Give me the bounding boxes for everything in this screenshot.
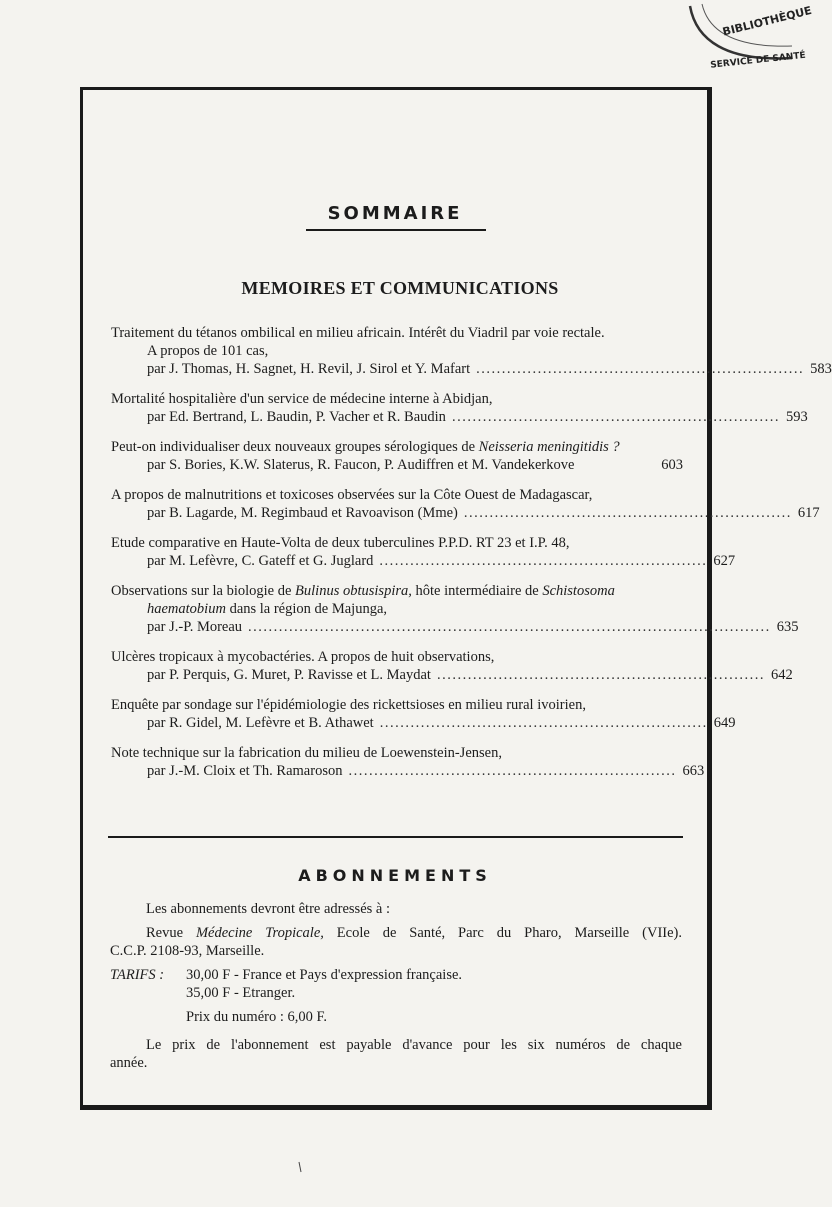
- toc-entry: [111, 534, 736, 570]
- dot-leader: ................................................................: [476, 361, 805, 377]
- dot-leader: ................................................................: [451, 409, 780, 425]
- entry-authors: par Ed. Bertrand, L. Baudin, P. Vacher et R. Baudin: [147, 409, 446, 425]
- toc-entry: [111, 390, 808, 426]
- entry-title: Observations sur la biologie de Bulinus obtusispira, hôte intermédiaire de Schistosoma: [111, 583, 615, 599]
- toc-entry: [111, 582, 799, 636]
- dot-leader: ................................................................: [463, 505, 792, 521]
- entry-title: Ulcères tropicaux à mycobactéries. A propos de huit observations,: [111, 649, 495, 665]
- entry-page: 617: [797, 505, 820, 521]
- toc-entry: [111, 648, 793, 684]
- payable-line-2: année.: [110, 1055, 148, 1071]
- entry-page: 663: [682, 763, 705, 779]
- entry-authors: par J.-M. Cloix et Th. Ramaroson: [147, 763, 343, 779]
- dot-leader: ................................................................: [379, 715, 708, 731]
- page-title: SOMMAIRE: [327, 203, 463, 224]
- dot-leader: ................................................................: [348, 763, 677, 779]
- dot-leader: ................................................................: [379, 553, 708, 569]
- toc-entry: [111, 438, 683, 474]
- tarif-line-1: TARIFS : 30,00 F - France et Pays d'expression française.: [110, 967, 463, 983]
- tarif-line-2: 35,00 F - Etranger.: [186, 985, 296, 1001]
- toc-entry: [111, 324, 832, 378]
- scan-mark: [298, 1162, 302, 1172]
- dot-leader: ......................................................................................................: [248, 619, 771, 635]
- entry-title-italic: Neisseria meningitidis ?: [478, 439, 620, 455]
- entry-authors: par S. Bories, K.W. Slaterus, R. Faucon, P. Audiffren et M. Vandekerkove: [147, 457, 575, 473]
- entry-authors: par B. Lagarde, M. Regimbaud et Ravoavison (Mme): [147, 505, 458, 521]
- entry-title-italic: Bulinus obtusispira,: [295, 583, 412, 599]
- entry-authors: par P. Perquis, G. Muret, P. Ravisse et L. Maydat: [147, 667, 431, 683]
- table-of-contents: [111, 324, 832, 792]
- entry-authors: par J.-P. Moreau: [147, 619, 243, 635]
- library-stamp: [686, 0, 814, 72]
- entry-authors: par J. Thomas, H. Sagnet, H. Revil, J. Sirol et Y. Mafart: [147, 361, 471, 377]
- entry-title: Traitement du tétanos ombilical en milieu africain. Intérêt du Viadril par voie rectale.: [111, 325, 605, 341]
- entry-title: A propos de malnutritions et toxicoses observées sur la Côte Ouest de Madagascar,: [111, 487, 593, 503]
- abonnements-ccp: C.C.P. 2108-93, Marseille.: [110, 943, 265, 959]
- payable-line-1: Le prix de l'abonnement est payable d'avance pour les six numéros de chaque: [146, 1037, 682, 1053]
- entry-page: 627: [713, 553, 736, 569]
- title-underline: [306, 229, 486, 231]
- entry-title: Etude comparative en Haute-Volta de deux tuberculines P.P.D. RT 23 et I.P. 48,: [111, 535, 570, 551]
- toc-entry: [111, 744, 705, 780]
- entry-title: Note technique sur la fabrication du milieu de Loewenstein-Jensen,: [111, 745, 502, 761]
- dot-leader: ................................................................: [436, 667, 765, 683]
- entry-subtitle: A propos de 101 cas,: [147, 343, 269, 359]
- prix-numero: Prix du numéro : 6,00 F.: [186, 1009, 328, 1025]
- entry-authors: par M. Lefèvre, C. Gateff et G. Juglard: [147, 553, 374, 569]
- entry-page: 635: [776, 619, 799, 635]
- entry-authors: par R. Gidel, M. Lefèvre et B. Athawet: [147, 715, 374, 731]
- stamp-line1: BIBLIOTHÈQUE: [721, 3, 814, 39]
- entry-title: Enquête par sondage sur l'épidémiologie des rickettsioses en milieu rural ivoirien,: [111, 697, 586, 713]
- entry-page: 603: [661, 457, 683, 473]
- abonnements-title: ABONNEMENTS: [298, 866, 492, 885]
- toc-entry: [111, 696, 736, 732]
- section-heading: MEMOIRES ET COMMUNICATIONS: [241, 278, 559, 298]
- entry-page: 583: [810, 361, 832, 377]
- entry-page: 642: [770, 667, 793, 683]
- tarifs-label: TARIFS :: [110, 967, 165, 983]
- entry-page: 649: [713, 715, 736, 731]
- abonnements-address: Revue Médecine Tropicale, Ecole de Santé, Parc du Pharo, Marseille (VIIe).: [146, 925, 682, 941]
- entry-subtitle: haematobium dans la région de Majunga,: [147, 601, 388, 617]
- toc-entry: [111, 486, 820, 522]
- entry-title-italic: Schistosoma: [542, 583, 615, 599]
- abonnements-intro: Les abonnements devront être adressés à :: [146, 901, 390, 917]
- entry-title: Mortalité hospitalière d'un service de médecine interne à Abidjan,: [111, 391, 493, 407]
- stamp-line2: SERVICE DE SANTÉ: [709, 50, 807, 71]
- entry-title: Peut-on individualiser deux nouveaux groupes sérologiques de Neisseria meningitidis ?: [111, 439, 620, 455]
- abonnements-block: [110, 900, 682, 1072]
- section-divider: [108, 836, 683, 838]
- entry-page: 593: [785, 409, 808, 425]
